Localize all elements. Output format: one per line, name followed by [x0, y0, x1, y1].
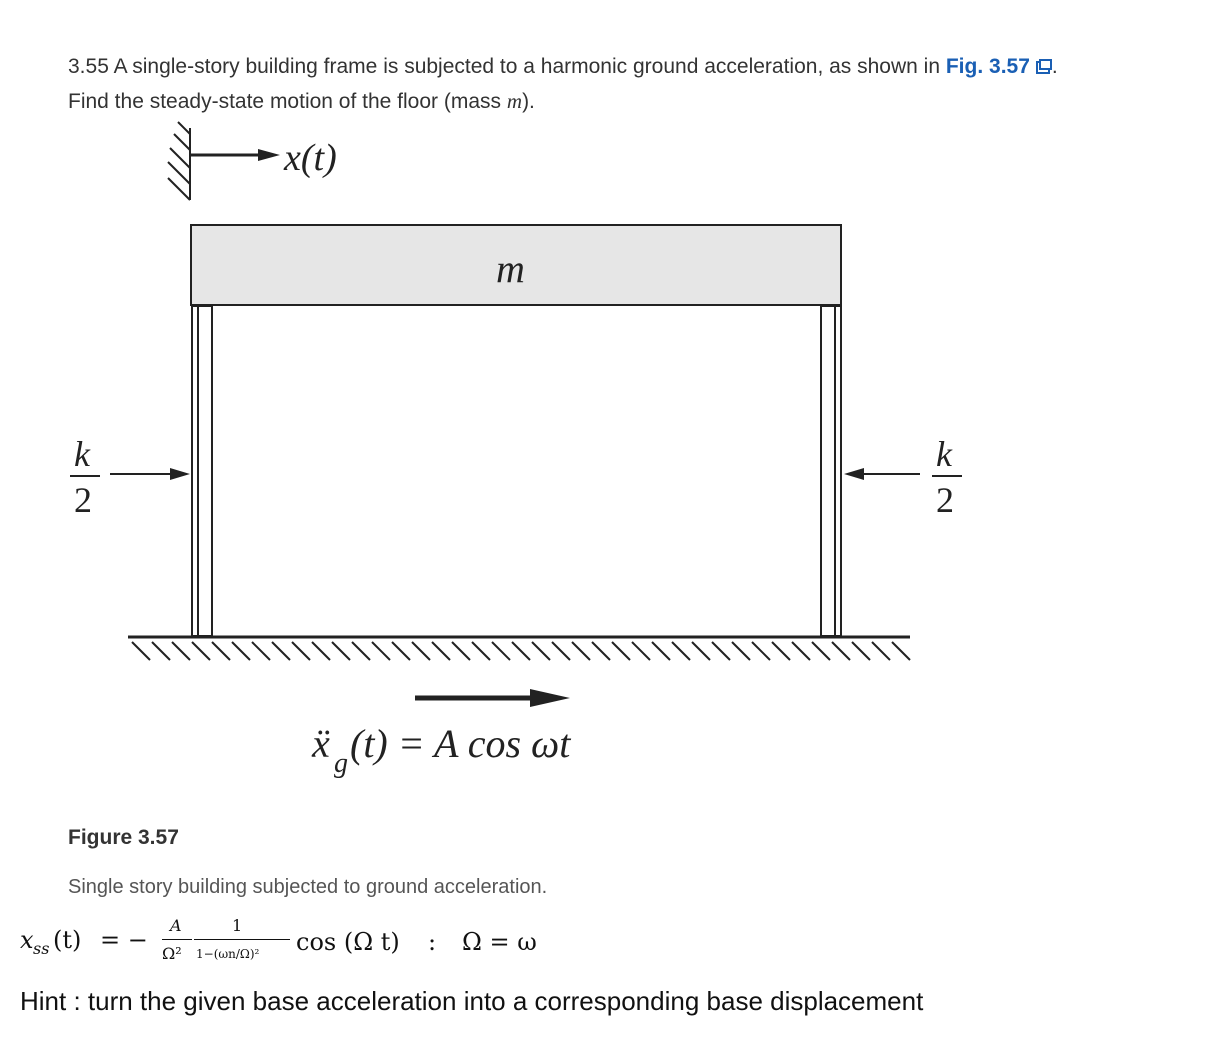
eq-lhs-arg: (t) [53, 926, 82, 954]
ground-acceleration-arrow [415, 689, 570, 707]
frac2-denominator: 1−(ωn/Ω)² [196, 947, 260, 961]
eq-colon: : [428, 928, 437, 956]
ground-hatch-mark [352, 642, 370, 660]
ground-hatch-mark [492, 642, 510, 660]
ground-accel-x: ẍ [312, 721, 330, 766]
ground-hatch-mark [272, 642, 290, 660]
left-spring-2: 2 [74, 480, 92, 520]
ground-hatch-mark [512, 642, 530, 660]
left-spring-arrow [110, 468, 190, 480]
eq-lhs-subscript: ss [33, 939, 50, 958]
ground-hatch-mark [592, 642, 610, 660]
ground-hatch-mark [432, 642, 450, 660]
ground-hatch-mark [852, 642, 870, 660]
reference-wall [168, 122, 190, 200]
ground-hatch-mark [332, 642, 350, 660]
displacement-label: x(t) [284, 137, 337, 179]
ground-hatch-mark [312, 642, 330, 660]
figure-link[interactable]: Fig. 3.57 [945, 55, 1030, 78]
ground-hatch-mark [732, 642, 750, 660]
ground-hatch-mark [572, 642, 590, 660]
problem-line-2: Find the steady-state motion of the floor (mass m). [68, 89, 535, 113]
eq-lhs-x: x [20, 926, 34, 954]
ground-hatch-mark [212, 642, 230, 660]
right-column [821, 306, 841, 636]
problem-number: 3.55 [68, 55, 109, 78]
eq-cos-term: cos (Ω t) [296, 928, 400, 956]
frac2-numerator: 1 [232, 916, 243, 935]
left-column [192, 306, 212, 636]
right-spring-2: 2 [936, 480, 954, 520]
ground-hatch-mark [232, 642, 250, 660]
ground-hatch-mark [832, 642, 850, 660]
ground-hatch-mark [392, 642, 410, 660]
ground-hatch-mark [552, 642, 570, 660]
ground-hatch-mark [172, 642, 190, 660]
ground-hatch-mark [472, 642, 490, 660]
ground-hatch-mark [452, 642, 470, 660]
ground-accel-rhs: (t) = A cos ωt [350, 721, 571, 766]
ground-hatch-mark [812, 642, 830, 660]
ground-hatch-mark [412, 642, 430, 660]
ground-hatch-mark [532, 642, 550, 660]
ground-hatch-mark [712, 642, 730, 660]
ground-hatch-mark [692, 642, 710, 660]
right-spring-arrow [844, 468, 920, 480]
ground-hatch-mark [252, 642, 270, 660]
ground-hatch-mark [872, 642, 890, 660]
ground-hatch [132, 642, 910, 660]
ground-hatch-mark [652, 642, 670, 660]
figure-title: Figure 3.57 [68, 826, 179, 849]
problem-line-1: 3.55 A single-story building frame is subjected to a harmonic ground acceleration, as shown in Fig. 3.57 . [68, 50, 1058, 84]
ground-hatch-mark [612, 642, 630, 660]
ground-hatch-mark [752, 642, 770, 660]
ground-hatch-mark [132, 642, 150, 660]
displacement-arrow [190, 149, 280, 161]
frac2-bar [194, 939, 290, 940]
ground-hatch-mark [152, 642, 170, 660]
left-spring-k: k [74, 434, 90, 474]
frac1-bar [162, 939, 192, 940]
eq-condition: Ω = ω [462, 928, 537, 956]
problem-text: A single-story building frame is subjected to a harmonic ground acceleration, as shown in [113, 55, 941, 78]
ground-hatch-mark [892, 642, 910, 660]
figure-caption: Single story building subjected to ground acceleration. [68, 876, 548, 898]
frac1-denominator: Ω² [162, 944, 182, 963]
eq-equals: = − [100, 926, 148, 954]
solution-equation [20, 912, 640, 982]
ground-hatch-mark [792, 642, 810, 660]
right-spring-k: k [936, 434, 952, 474]
ground-hatch-mark [372, 642, 390, 660]
hint-text: Hint : turn the given base acceleration into a corresponding base displacement [20, 986, 924, 1016]
ground-hatch-mark [192, 642, 210, 660]
frac1-numerator: A [170, 916, 182, 935]
ground-hatch-mark [772, 642, 790, 660]
ground-hatch-mark [292, 642, 310, 660]
mass-variable: m [506, 89, 523, 113]
ground-hatch-mark [632, 642, 650, 660]
ground-accel-subscript: g [334, 748, 348, 779]
mass-label: m [496, 246, 525, 291]
ground-hatch-mark [672, 642, 690, 660]
